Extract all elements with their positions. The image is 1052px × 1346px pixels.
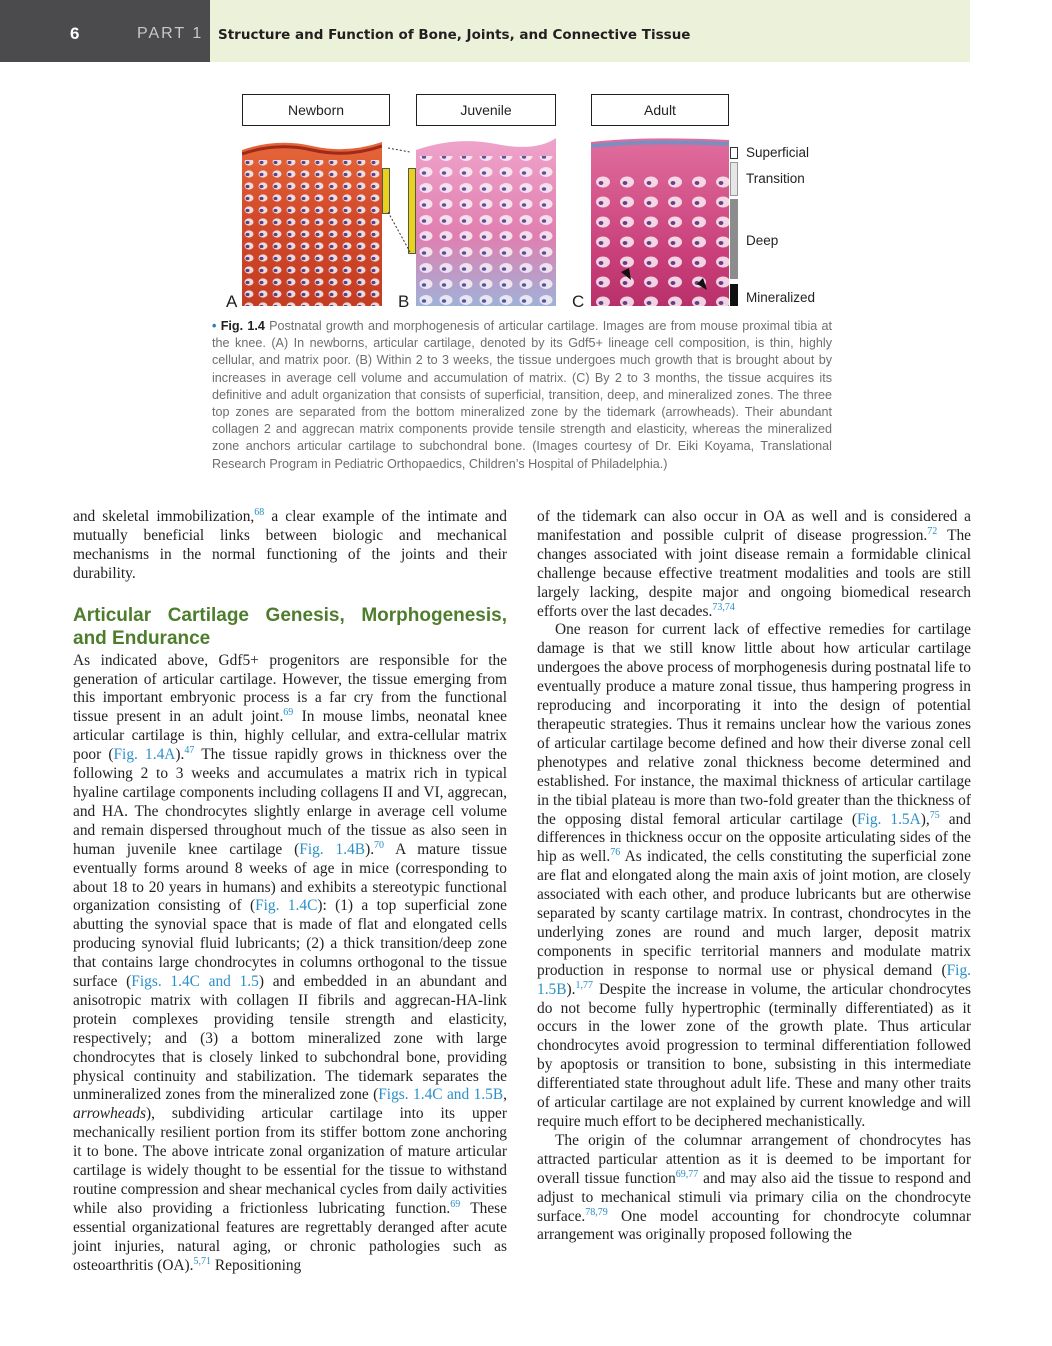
histology-image-newborn: [242, 132, 382, 306]
part-label: PART 1: [137, 25, 204, 42]
citation[interactable]: 68: [254, 506, 265, 518]
figure-link[interactable]: Fig. 1.4A: [113, 746, 176, 764]
zone-bar-deep: [730, 199, 738, 279]
panel-label-adult: Adult: [591, 94, 729, 126]
citation[interactable]: 47: [184, 745, 195, 757]
citation[interactable]: 72: [927, 525, 938, 537]
figure-caption: [212, 318, 832, 473]
figure-link[interactable]: Figs. 1.4C and 1.5B: [378, 1086, 504, 1104]
zone-label-superficial: Superficial: [746, 145, 810, 160]
figure-link[interactable]: Fig. 1.4B: [299, 840, 366, 858]
panel-letter-a: A: [226, 292, 238, 311]
citation[interactable]: 5,71: [193, 1255, 212, 1267]
figure-label: Fig. 1.4: [220, 319, 265, 333]
right-column: [537, 508, 971, 1245]
caption-bullet: •: [212, 319, 217, 333]
citation[interactable]: 73,74: [712, 601, 735, 613]
page-number: 6: [70, 24, 80, 43]
citation[interactable]: 75: [929, 809, 940, 821]
zone-bar-transition: [730, 162, 738, 196]
panel-label-juvenile: Juvenile: [416, 94, 556, 126]
caption-text: Postnatal growth and morphogenesis of articular cartilage. Images are from mouse proximal tibia at the knee. (A) In newborns, articular cartilage, denoted by its Gdf5+ lineage cell composition, is thin, highly cellular, and matrix poor. (B) Within 2 to 3 weeks, the tissue undergoes much growth that is brought about by increases in average cell volume and accumulation of matrix. (C) By 2 to 3 months, the tissue acquires its definitive and adult organization that consists of superficial, transition, deep, and mineralized zones. The three top zones are separated from the bottom mineralized zone by the tidemark (arrowheads). Their abundant collagen 2 and aggrecan matrix components provide tensile strength and elasticity, whereas the mineralized zone anchors articular cartilage to subchondral bone. (Images courtesy of Dr. Eiki Koyama, Translational Research Program in Pediatric Orthopaedics, Children’s Hospital of Philadelphia.): [212, 319, 833, 471]
zone-label-mineralized: Mineralized: [746, 290, 816, 305]
citation[interactable]: 1,77: [575, 979, 593, 991]
citation[interactable]: 69,77: [675, 1168, 699, 1180]
section-heading: Articular Cartilage Genesis, Morphogenesis, and Endurance: [73, 604, 507, 649]
citation[interactable]: 78,79: [585, 1206, 608, 1218]
figure-link[interactable]: Fig. 1.4C: [255, 897, 318, 915]
panel-letter-b: B: [398, 292, 410, 311]
citation[interactable]: 70: [374, 839, 385, 851]
panel-letter-c: C: [572, 292, 585, 311]
paragraph: and skeletal immobilization,$^{68}$ a clear example of the intimate and mutually beneficial links between biologic and mechanical mechanisms in the normal functioning of the joints and their durability.: [73, 506, 507, 582]
running-title: Structure and Function of Bone, Joints, and Connective Tissue: [218, 27, 691, 43]
histology-image-juvenile: [416, 132, 556, 306]
paragraph: As indicated above, Gdf5+ progenitors are responsible for the generation of articular cartilage. However, the tissue emerging from this important embryonic process is a far cry from the functional tissue present in an adult joint.$^{69}$ In mouse limbs, neonatal knee articular cartilage is thin, highly cellular, and extra-cellular matrix poor (Fig. 1.4A).$^{47}$ The tissue rapidly grows in thickness over the following 2 to 3 weeks and accumulates a matrix rich in typical hyaline cartilage components including collagens II and VI, aggrecan, and HA. The chondrocytes slightly enlarge in average cell volume and remain dispersed throughout much of the tissue as also seen in human juvenile knee cartilage (Fig. 1.4B).$^{70}$ A mature tissue eventually forms around 8 weeks of age in mice (corresponding to about 18 to 20 years in humans) and exhibits a stereotypic functional organization consisting of (Fig. 1.4C): (1) a top superficial zone abutting the synovial space that is made of flat and elongated cells producing synovial fluid lubricants; (2) a thick transition/deep zone that contains large chondrocytes in columns orthogonal to the tissue surface (Figs. 1.4C and 1.5) and embedded in an abundant and anisotropic matrix with collagen II fibrils and aggrecan-HA-link protein complexes providing tensile strength and elasticity, respectively; and (3) a bottom mineralized zone with large chondrocytes that is closely linked to subchondral bone, providing physical continuity and stabilization. The tidemark separates the unmineralized zones from the mineralized zone (Figs. 1.4C and 1.5B, arrowheads), subdividing articular cartilage into its upper mechanically resilient portion from its stiffer bottom zone anchoring it to bone. The above intricate zonal organization of mature articular cartilage is widely thought to be essential for the tissue to withstand routine compression and shear mechanical cycles from daily activities while also providing a frictionless lubricating function.$^{69}$ These essential organizational features are regrettably deranged after acute joint injuries, natural aging, or chronic pathologies such as osteoarthritis (OA).$^{5,71}$ Repositioning: [73, 651, 507, 1274]
left-column: [73, 508, 507, 1276]
zone-label-deep: Deep: [746, 233, 779, 248]
paragraph: of the tidemark can also occur in OA as well and is considered a manifestation and possible culprit of disease progression.$^{72}$ The changes associated with joint disease remain a formidable clinical challenge because effective treatment modalities and tools are still largely lacking, despite major and ongoing biomedical research efforts over the last decades.$^{73,74}$: [537, 508, 971, 620]
paragraph: The origin of the columnar arrangement of chondrocytes has attracted particular attention as it is deemed to be important for overall tissue function$^{69,77}$ and may also aid the tissue to respond and adjust to mechanical stimuli via primary cilia on the chondrocyte surface.$^{78,79}$ One model accounting for chondrocyte columnar arrangement was originally proposed following the: [537, 1131, 971, 1244]
paragraph: One reason for current lack of effective remedies for cartilage damage is that we still know little about how articular cartilage undergoes the above process of morphogenesis during postnatal life to eventually produce a mature zonal tissue, thus hampering progress in reproducing and incorporating it into the design of potential therapeutic strategies. Thus it remains unclear how the various zones of articular cartilage become defined and how their diverse zonal cell phenotypes and relative zonal thickness become determined and established. For instance, the maximal thickness of articular cartilage in the tibial plateau is more than two-fold greater than the thickness of the opposing distal femoral articular cartilage (Fig. 1.5A),$^{75}$ and differences in thickness occur on the opposite articulating sides of the hip as well.$^{76}$ As indicated, the cells constituting the superficial zone are flat and elongated along the main axis of joint motion, are closely associated with each other, and produce lubricants but are otherwise separated by scanty cartilage matrix. In contrast, chondrocytes in the underlying zones are round and much larger, deposit matrix components in specific territorial manners and modulate matrix production in response to normal use or physical demand (Fig. 1.5B).$^{1,77}$ Despite the increase in volume, the articular chondrocytes do not become fully hypertrophic (terminally differentiated) as it occurs in the lower zone of the growth plate. Thus articular chondrocytes avoid progression to terminal differentiation followed by apoptosis or transition to bone, subsisting in this intermediate differentiated state throughout adult life. These and many other traits of articular cartilage are not explained by current knowledge and will require much effort to be deciphered mechanistically.: [537, 621, 971, 1130]
figure-link[interactable]: Fig. 1.5A: [856, 810, 921, 828]
histology-image-adult: [591, 132, 729, 306]
zone-label-transition: Transition: [746, 171, 805, 186]
figure-link[interactable]: Fig. 1.5B: [537, 961, 971, 998]
figure-link[interactable]: Figs. 1.4C and 1.5: [131, 973, 259, 991]
zone-bar-superficial: [730, 147, 738, 159]
citation[interactable]: 76: [610, 847, 621, 859]
panel-label-newborn: Newborn: [242, 94, 390, 126]
zone-connector-lines: [388, 140, 418, 260]
citation[interactable]: 69: [450, 1198, 461, 1210]
zone-bar-mineralized: [730, 284, 738, 306]
citation[interactable]: 69: [283, 707, 294, 719]
emphasis: arrowheads: [73, 1105, 146, 1123]
